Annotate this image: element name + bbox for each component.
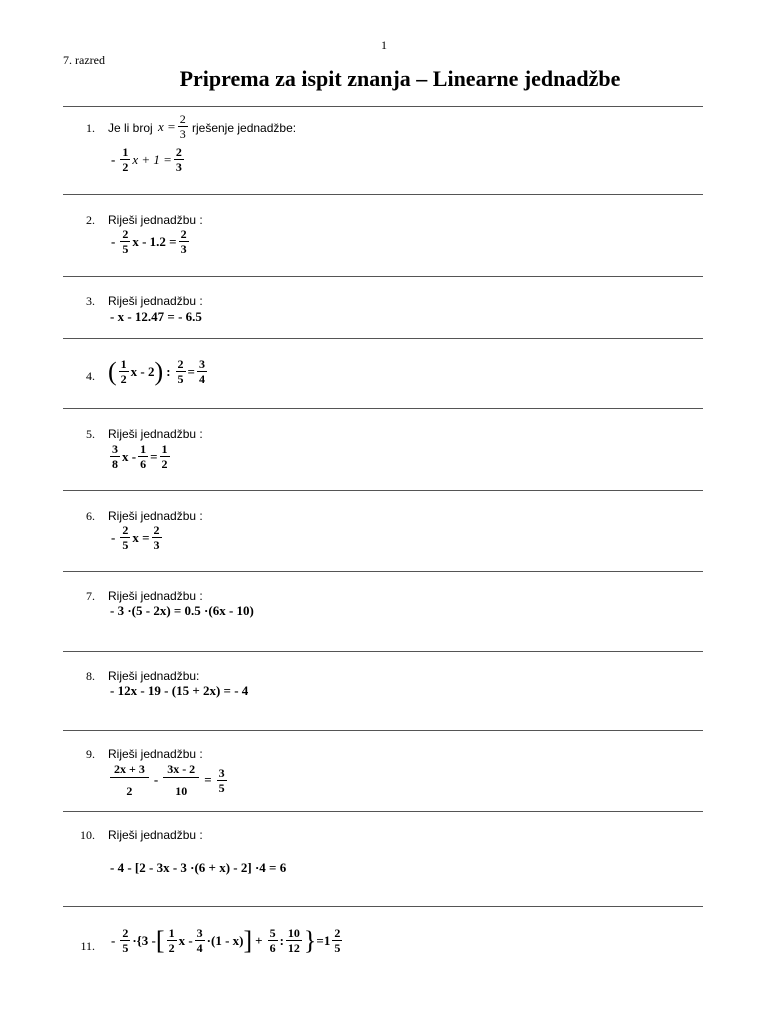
problem-number: 4. xyxy=(86,369,95,383)
problem-instruction: Je li broj xyxy=(108,121,153,135)
problem-instruction: Riješi jednadžbu: xyxy=(108,669,200,683)
equation-9: $\frac{2x + 3}{2}$ - $\frac{3x - 2}{10}$ = $\frac{3}{5}$ xyxy=(108,763,229,797)
equation-1: - $\frac{1}{2}$ x + 1 = $\frac{2}{3}$ xyxy=(111,145,182,174)
divider xyxy=(63,276,703,277)
problem-instruction: Riješi jednadžbu : xyxy=(108,213,203,227)
problem-instruction: Riješi jednadžbu : xyxy=(108,294,203,308)
problem-number: 1. xyxy=(86,121,95,135)
divider xyxy=(63,906,703,907)
problem-instruction-end: rješenje jednadžbe: xyxy=(192,121,297,135)
problem-instruction: Riješi jednadžbu : xyxy=(108,828,203,842)
divider xyxy=(63,811,703,812)
equation-8: - 12x - 19 - (15 + 2x) = - 4 xyxy=(110,683,249,698)
equation-10: - 4 - [2 - 3x - 3 ·(6 + x) - 2] ·4 = 6 xyxy=(110,860,287,875)
problem-instruction: Riješi jednadžbu : xyxy=(108,589,203,603)
divider xyxy=(63,571,703,572)
problem-number: 3. xyxy=(86,294,95,308)
divider xyxy=(63,651,703,652)
problem-number: 2. xyxy=(86,213,95,227)
problem-number: 6. xyxy=(86,509,95,523)
problem-1-value: x = $\frac{2}{3}$ xyxy=(158,112,186,141)
problem-number: 9. xyxy=(86,747,95,761)
problem-number: 7. xyxy=(86,589,95,603)
divider xyxy=(63,338,703,339)
divider xyxy=(63,490,703,491)
problem-number: 8. xyxy=(86,669,95,683)
divider xyxy=(63,730,703,731)
problem-instruction: Riješi jednadžbu : xyxy=(108,427,203,441)
equation-2: - $\frac{2}{5}$ x - 1.2 = $\frac{2}{3}$ xyxy=(111,227,187,256)
equation-7: - 3 ·(5 - 2x) = 0.5 ·(6x - 10) xyxy=(110,603,254,618)
equation-4: ( $\frac{1}{2}$ x - 2 ) : $\frac{2}{5}$ = $\frac{3}{4}$ xyxy=(108,356,205,386)
page-number: 1 xyxy=(381,38,387,52)
grade-label: 7. razred xyxy=(63,53,105,67)
problem-instruction: Riješi jednadžbu : xyxy=(108,509,203,523)
problem-number: 5. xyxy=(86,427,95,441)
equation-5: $\frac{3}{8}$ x - $\frac{1}{6}$ = $\frac{1}{2}$ xyxy=(112,442,168,471)
equation-6: - $\frac{2}{5}$ x = $\frac{2}{3}$ xyxy=(111,523,160,552)
problem-number: 11. xyxy=(80,939,95,953)
equation-11: - $\frac{2}{5}$ ·{3 - [ $\frac{1}{2}$ x - $\frac{3}{4}$ ·(1 - x) ] + $\frac{5}{6}$ : $\frac{10}{12}$ } =1 $\frac{2}{5}$ xyxy=(111,925,341,955)
divider xyxy=(63,408,703,409)
problem-number: 10. xyxy=(80,828,95,842)
page-title: Priprema za ispit znanja – Linearne jednadžbe xyxy=(179,66,621,91)
problem-instruction: Riješi jednadžbu : xyxy=(108,747,203,761)
divider xyxy=(63,194,703,195)
equation-3: - x - 12.47 = - 6.5 xyxy=(110,309,202,324)
divider xyxy=(63,106,703,107)
